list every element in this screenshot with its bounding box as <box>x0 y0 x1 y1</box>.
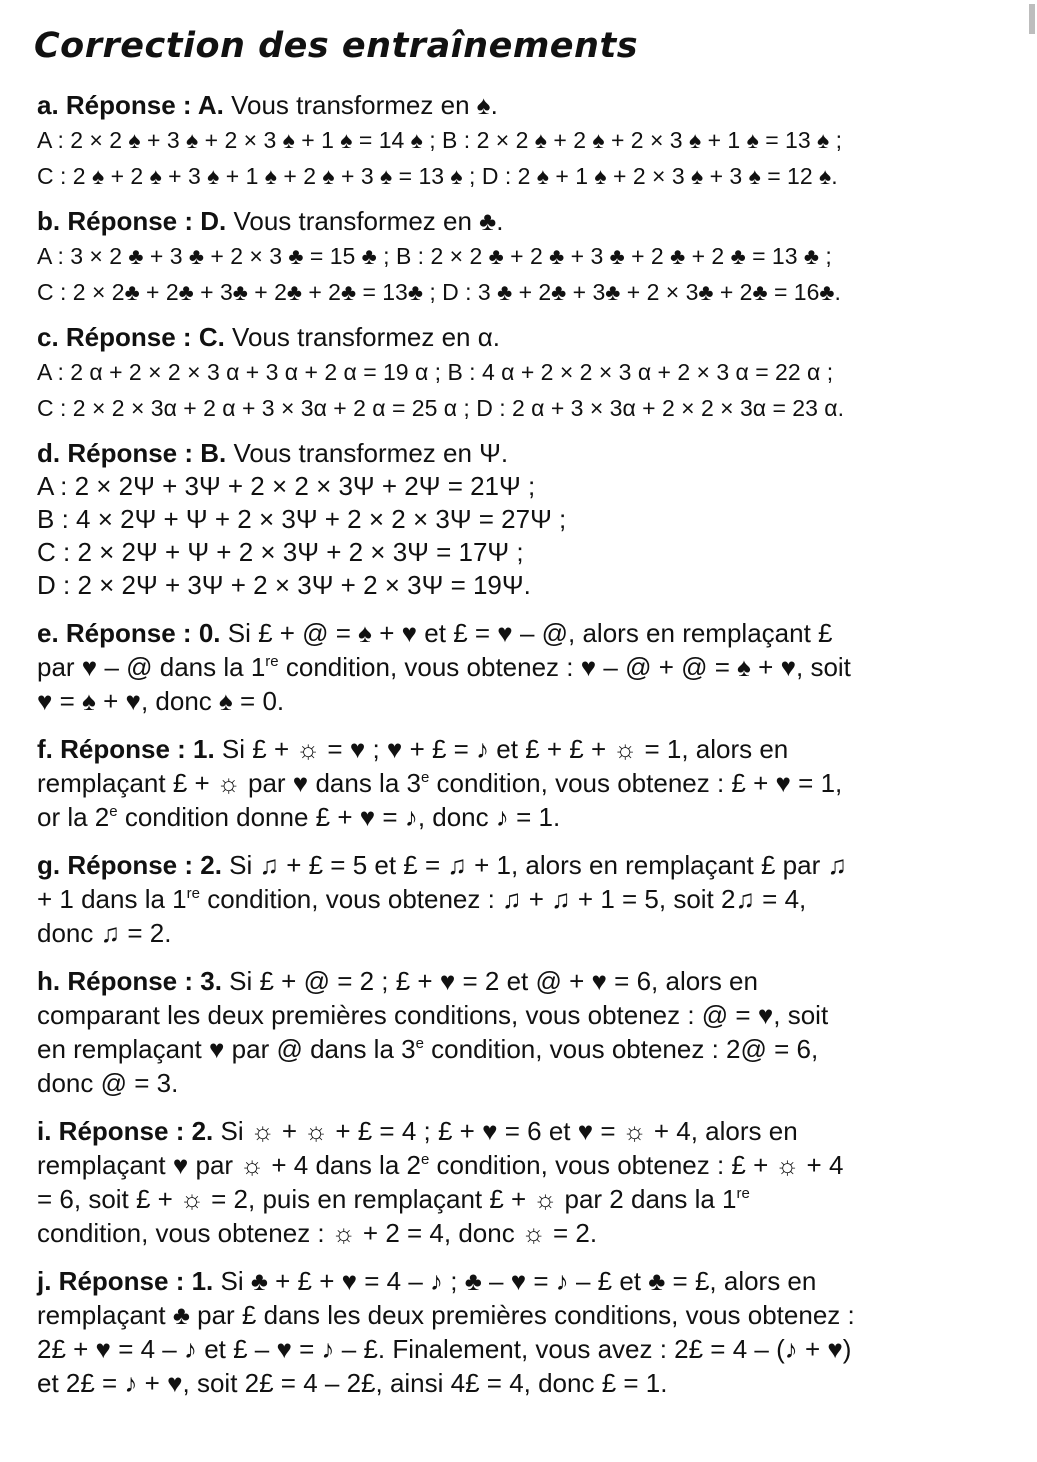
answer-g-lead: g. Réponse : 2. <box>37 850 222 880</box>
answer-a-line-1: A : 2 × 2 ♠ + 3 ♠ + 2 × 3 ♠ + 1 ♠ = 14 ♠ ; B : 2 × 2 ♠ + 2 ♠ + 2 × 3 ♠ + 1 ♠ = 13 ♠ ; <box>37 127 842 153</box>
answer-j-text-1: Si ♣ + £ + ♥ = 4 – ♪ ; ♣ – ♥ = ♪ – £ et ♣ = £, alors en <box>213 1266 817 1296</box>
answer-g-ordinal: re <box>186 885 200 902</box>
answer-f-text-2a: remplaçant £ + ☼ par ♥ dans la 3 <box>37 768 421 798</box>
answer-a <box>37 88 1017 194</box>
answer-h-line-2: comparant les deux premières conditions, vous obtenez : @ = ♥, soit <box>37 1000 829 1030</box>
answer-h <box>37 964 1017 1100</box>
answer-i-ordinal-1: e <box>420 1151 430 1168</box>
answer-a-text: Vous transformez en ♠. <box>223 90 498 120</box>
scrollbar-thumb[interactable] <box>1029 4 1035 34</box>
answer-f-text-2b: condition, vous obtenez : £ + ♥ = 1, <box>429 768 843 798</box>
answer-j-line-3: 2£ + ♥ = 4 – ♪ et £ – ♥ = ♪ – £. Finalement, vous avez : 2£ = 4 – (♪ + ♥) <box>37 1334 852 1364</box>
answer-f-line-2 <box>37 766 1017 800</box>
answer-i-text-2a: remplaçant ♥ par ☼ + 4 dans la 2 <box>37 1150 421 1180</box>
answer-i-line-4: condition, vous obtenez : ☼ + 2 = 4, donc ☼ = 2. <box>37 1218 598 1248</box>
answers-list <box>37 88 1017 1414</box>
answer-e <box>37 616 1017 718</box>
answer-a-lead: a. Réponse : A. <box>37 90 224 120</box>
answer-h-text-3b: condition, vous obtenez : 2@ = 6, <box>423 1034 819 1064</box>
answer-i-ordinal-2: re <box>736 1185 750 1202</box>
answer-g-line-1 <box>37 848 1017 882</box>
answer-h-text-1: Si £ + @ = 2 ; £ + ♥ = 2 et @ + ♥ = 6, alors en <box>221 966 758 996</box>
answer-i-text-1: Si ☼ + ☼ + £ = 4 ; £ + ♥ = 6 et ♥ = ☼ + 4, alors en <box>213 1116 798 1146</box>
answer-h-line-3 <box>37 1032 1017 1066</box>
answer-f-text-1: Si £ + ☼ = ♥ ; ♥ + £ = ♪ et £ + £ + ☼ = 1, alors en <box>214 734 789 764</box>
answer-f-text-3a: or la 2 <box>37 802 110 832</box>
answer-h-line-4: donc @ = 3. <box>37 1068 179 1098</box>
answer-e-text-1: Si £ + @ = ♠ + ♥ et £ = ♥ – @, alors en remplaçant £ <box>220 618 833 648</box>
answer-d-text: Vous transformez en Ψ. <box>226 438 509 468</box>
answer-f-line-3 <box>37 800 1017 834</box>
answer-h-lead: h. Réponse : 3. <box>37 966 222 996</box>
answer-g-line-2 <box>37 882 1017 916</box>
answer-c-lead: c. Réponse : C. <box>37 322 225 352</box>
answer-e-line-2 <box>37 650 1017 684</box>
answer-f-lead: f. Réponse : 1. <box>37 734 215 764</box>
answer-i-line-3 <box>37 1182 1017 1216</box>
answer-a-heading <box>37 88 1017 122</box>
page-title: Correction des entraînements <box>34 26 639 66</box>
answer-h-line-1 <box>37 964 1017 998</box>
answer-d-lead: d. Réponse : B. <box>37 438 227 468</box>
answer-f <box>37 732 1017 834</box>
answer-j-line-4: et 2£ = ♪ + ♥, soit 2£ = 4 – 2£, ainsi 4£ = 4, donc £ = 1. <box>37 1368 668 1398</box>
answer-e-lead: e. Réponse : 0. <box>37 618 221 648</box>
answer-d-line-2: B : 4 × 2Ψ + Ψ + 2 × 3Ψ + 2 × 2 × 3Ψ = 27Ψ ; <box>37 504 567 534</box>
answer-e-line-1 <box>37 616 1017 650</box>
answer-e-ordinal: re <box>265 653 279 670</box>
answer-e-text-2b: condition, vous obtenez : ♥ – @ + @ = ♠ + ♥, soit <box>278 652 851 682</box>
answer-j-line-1 <box>37 1264 1017 1298</box>
answer-f-ordinal-1: e <box>420 769 430 786</box>
answer-i-line-2 <box>37 1148 1017 1182</box>
answer-c-heading <box>37 320 1017 354</box>
answer-j <box>37 1264 1017 1400</box>
answer-a-line-2: C : 2 ♠ + 2 ♠ + 3 ♠ + 1 ♠ + 2 ♠ + 3 ♠ = 13 ♠ ; D : 2 ♠ + 1 ♠ + 2 × 3 ♠ + 3 ♠ = 12 ♠. <box>37 163 838 189</box>
answer-d-line-3: C : 2 × 2Ψ + Ψ + 2 × 3Ψ + 2 × 3Ψ = 17Ψ ; <box>37 537 524 567</box>
answer-d-line-4: D : 2 × 2Ψ + 3Ψ + 2 × 3Ψ + 2 × 3Ψ = 19Ψ. <box>37 570 531 600</box>
answer-c-text: Vous transformez en α. <box>224 322 500 352</box>
answer-g-text-2b: condition, vous obtenez : ♫ + ♫ + 1 = 5, soit 2♫ = 4, <box>199 884 807 914</box>
answer-i <box>37 1114 1017 1250</box>
answer-b-text: Vous transformez en ♣. <box>226 206 504 236</box>
answer-d-heading <box>37 436 1017 470</box>
answer-g-text-1: Si ♫ + £ = 5 et £ = ♫ + 1, alors en remplaçant £ par ♫ <box>221 850 847 880</box>
answer-b-heading <box>37 204 1017 238</box>
answer-g-text-2a: + 1 dans la 1 <box>37 884 187 914</box>
answer-b-lead: b. Réponse : D. <box>37 206 227 236</box>
answer-c-line-1: A : 2 α + 2 × 2 × 3 α + 3 α + 2 α = 19 α ; B : 4 α + 2 × 2 × 3 α + 2 × 3 α = 22 α ; <box>37 359 834 385</box>
answer-f-ordinal-2: e <box>109 803 118 820</box>
answer-j-line-2: remplaçant ♣ par £ dans les deux premières conditions, vous obtenez : <box>37 1300 855 1330</box>
answer-i-line-1 <box>37 1114 1017 1148</box>
answer-h-ordinal: e <box>415 1035 424 1052</box>
answer-g <box>37 848 1017 950</box>
answer-d <box>37 436 1017 602</box>
answer-i-text-3a: = 6, soit £ + ☼ = 2, puis en remplaçant £ + ☼ par 2 dans la 1 <box>37 1184 737 1214</box>
answer-c-line-2: C : 2 × 2 × 3α + 2 α + 3 × 3α + 2 α = 25 α ; D : 2 α + 3 × 3α + 2 × 2 × 3α = 23 α. <box>37 395 844 421</box>
answer-d-line-1: A : 2 × 2Ψ + 3Ψ + 2 × 2 × 3Ψ + 2Ψ = 21Ψ ; <box>37 471 536 501</box>
answer-i-text-2b: condition, vous obtenez : £ + ☼ + 4 <box>429 1150 844 1180</box>
answer-i-lead: i. Réponse : 2. <box>37 1116 214 1146</box>
answer-b-line-1: A : 3 × 2 ♣ + 3 ♣ + 2 × 3 ♣ = 15 ♣ ; B : 2 × 2 ♣ + 2 ♣ + 3 ♣ + 2 ♣ + 2 ♣ = 13 ♣ ; <box>37 243 832 269</box>
answer-c <box>37 320 1017 426</box>
answer-b-line-2: C : 2 × 2♣ + 2♣ + 3♣ + 2♣ + 2♣ = 13♣ ; D : 3 ♣ + 2♣ + 3♣ + 2 × 3♣ + 2♣ = 16♣. <box>37 279 841 305</box>
answer-j-lead: j. Réponse : 1. <box>37 1266 214 1296</box>
answer-f-line-1 <box>37 732 1017 766</box>
answer-h-text-3a: en remplaçant ♥ par @ dans la 3 <box>37 1034 416 1064</box>
answer-f-text-3b: condition donne £ + ♥ = ♪, donc ♪ = 1. <box>117 802 561 832</box>
answer-e-text-2a: par ♥ – @ dans la 1 <box>37 652 266 682</box>
answer-b <box>37 204 1017 310</box>
answer-g-line-3: donc ♫ = 2. <box>37 918 172 948</box>
answer-e-line-3: ♥ = ♠ + ♥, donc ♠ = 0. <box>37 686 285 716</box>
